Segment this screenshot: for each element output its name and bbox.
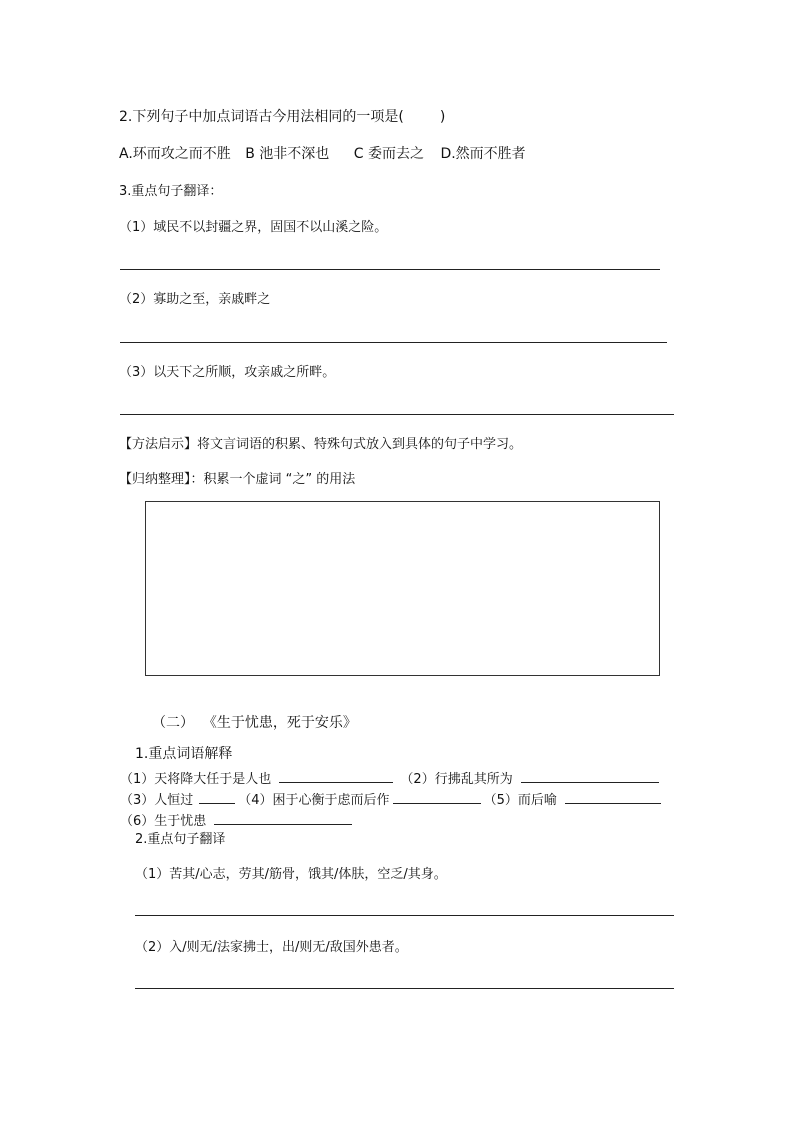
answer-line-4: [135, 915, 674, 916]
q3-title: 3.重点句子翻译：: [119, 184, 223, 199]
q2-options: [119, 145, 526, 163]
method-text: 将文言词语的积累、特殊句式放入到具体的句子中学习。: [197, 437, 523, 452]
vocab-item-3: （3）人恒过: [120, 793, 194, 808]
option-d: D.然而不胜者: [440, 146, 526, 162]
vocab-row-3: [120, 810, 355, 830]
vocab-item-2: （2）行拂乱其所为: [400, 772, 513, 787]
option-c: C 委而去之: [353, 146, 424, 162]
blank-3[interactable]: [199, 789, 235, 804]
method-label: 【方法启示】: [119, 437, 198, 452]
trans-item-1: （1）苦其/心志，劳其/筋骨，饿其/体肤，空乏/其身。: [135, 867, 447, 882]
vocab-row-1: [120, 768, 662, 788]
summary-answer-box[interactable]: [145, 501, 660, 676]
vocab-item-1: （1）天将降大任于是人也: [120, 772, 272, 787]
blank-4[interactable]: [393, 789, 481, 804]
q3-item-2: （2）寡助之至，亲戚畔之: [119, 292, 271, 307]
vocab-item-6: （6）生于忧患: [120, 814, 207, 829]
blank-5[interactable]: [565, 789, 661, 804]
vocab-row-2: [120, 789, 664, 809]
vocab-title: 1.重点词语解释: [135, 746, 233, 762]
trans-title: 2.重点句子翻译: [135, 832, 226, 847]
vocab-item-4: （4）困于心衡于虑而后作: [238, 793, 390, 808]
summary-label: 【归纳整理】: [119, 472, 191, 487]
trans-item-2: （2）入/则无/法家拂士，出/则无/敌国外患者。: [135, 940, 408, 955]
answer-line-2: [120, 342, 667, 343]
summary-text: ：积累一个虚词 “之” 的用法: [190, 472, 356, 487]
answer-line-1: [120, 269, 660, 270]
section2-heading: （二） 《生于忧患，死于安乐》: [152, 715, 357, 731]
summary-note: [119, 471, 355, 488]
method-note: [119, 436, 522, 453]
answer-line-5: [135, 988, 674, 989]
q3-item-3: （3）以天下之所顺，攻亲戚之所畔。: [119, 365, 336, 380]
blank-2[interactable]: [521, 768, 659, 783]
blank-1[interactable]: [279, 768, 393, 783]
vocab-item-5: （5）而后喻: [483, 793, 557, 808]
option-a: A.环而攻之而不胜: [119, 146, 231, 162]
q3-item-1: （1）域民不以封疆之界，固国不以山溪之险。: [119, 220, 388, 235]
blank-6[interactable]: [214, 810, 352, 825]
answer-line-3: [120, 414, 674, 415]
option-b: B 池非不深也: [245, 146, 330, 162]
q2-stem: 2.下列句子中加点词语古今用法相同的一项是( ): [119, 109, 446, 125]
